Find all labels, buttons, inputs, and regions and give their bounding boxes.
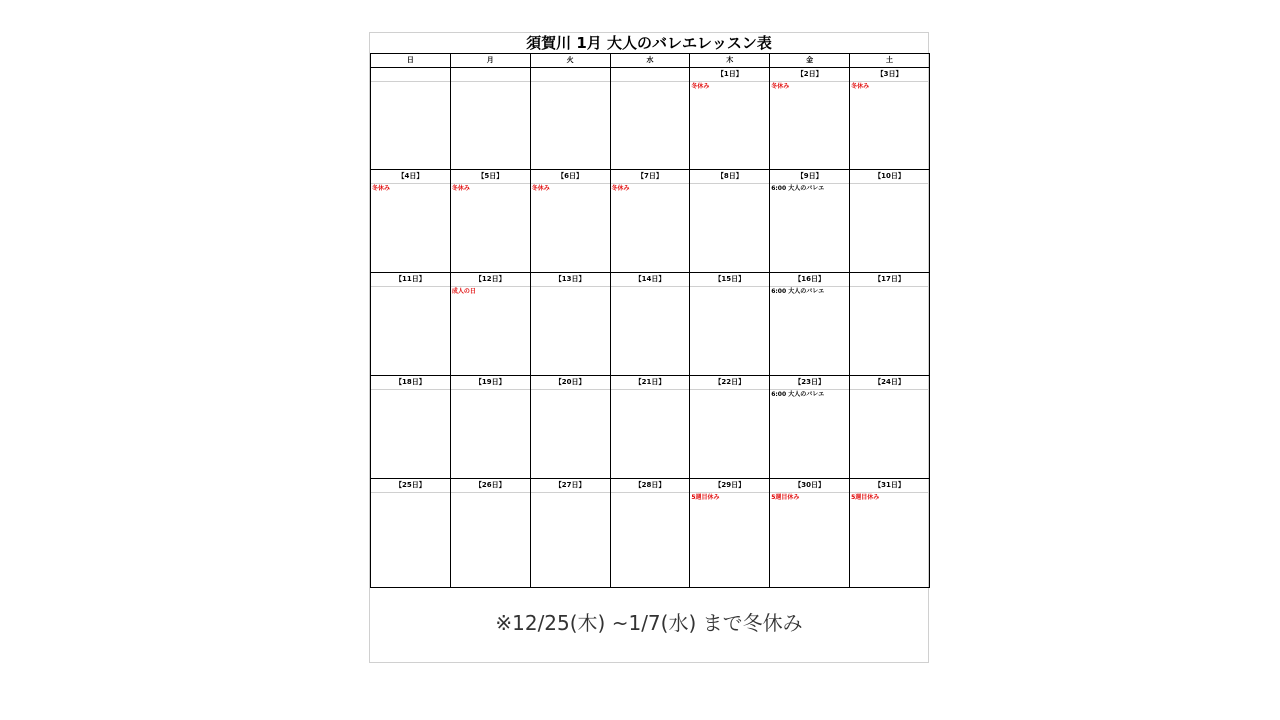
day-number: 【11日】: [371, 273, 450, 287]
day-content: [531, 287, 610, 375]
day-number: 【23日】: [770, 376, 849, 390]
day-content: [371, 82, 450, 169]
holiday-note: 5週目休み: [771, 494, 800, 501]
day-number: [531, 68, 610, 82]
weekday-thu: 木: [690, 54, 770, 68]
calendar-day-cell: [450, 479, 530, 588]
calendar-day-cell: [770, 273, 850, 376]
day-number: 【7日】: [611, 170, 690, 184]
day-content: [531, 390, 610, 478]
day-content: [770, 390, 849, 478]
calendar-day-cell: [450, 273, 530, 376]
day-content: [371, 287, 450, 375]
calendar-day-cell: [371, 376, 451, 479]
calendar-day-cell: [690, 68, 770, 170]
calendar-day-cell: [371, 170, 451, 273]
holiday-note: 5週目休み: [691, 494, 720, 501]
day-content: [770, 287, 849, 375]
calendar-day-cell: [850, 68, 930, 170]
lesson-note: 6:00 大人のバレエ: [771, 288, 825, 295]
day-number: 【1日】: [690, 68, 769, 82]
day-content: [531, 82, 610, 169]
day-number: [371, 68, 450, 82]
day-content: [690, 184, 769, 272]
weekday-fri: 金: [770, 54, 850, 68]
holiday-note: 冬休み: [611, 185, 630, 192]
day-content: [690, 390, 769, 478]
day-content: [611, 287, 690, 375]
day-content: [451, 287, 530, 375]
day-content: [770, 82, 849, 169]
calendar-day-cell: [450, 68, 530, 170]
day-number: 【24日】: [850, 376, 929, 390]
calendar-day-cell: [530, 479, 610, 588]
day-number: 【18日】: [371, 376, 450, 390]
lesson-note: 6:00 大人のバレエ: [771, 185, 825, 192]
day-number: 【22日】: [690, 376, 769, 390]
weekday-tue: 火: [530, 54, 610, 68]
day-number: 【12日】: [451, 273, 530, 287]
day-content: [850, 390, 929, 478]
day-content: [690, 82, 769, 169]
day-content: [770, 493, 849, 587]
day-number: 【30日】: [770, 479, 849, 493]
day-number: 【4日】: [371, 170, 450, 184]
day-content: [531, 184, 610, 272]
holiday-note: 冬休み: [691, 83, 710, 90]
day-content: [611, 493, 690, 587]
weekday-sat: 土: [850, 54, 930, 68]
day-number: 【8日】: [690, 170, 769, 184]
calendar-day-cell: [371, 273, 451, 376]
day-content: [611, 82, 690, 169]
winter-break-note: ※12/25(木) ~1/7(水) まで冬休み: [495, 611, 803, 635]
calendar-week-row: [371, 68, 930, 170]
day-content: [690, 287, 769, 375]
calendar-day-cell: [770, 479, 850, 588]
calendar-day-cell: [530, 68, 610, 170]
calendar-day-cell: [690, 273, 770, 376]
calendar-sheet: [369, 32, 929, 663]
day-content: [611, 184, 690, 272]
day-content: [850, 184, 929, 272]
calendar-week-row: [371, 170, 930, 273]
day-number: 【3日】: [850, 68, 929, 82]
day-content: [451, 390, 530, 478]
day-number: 【16日】: [770, 273, 849, 287]
day-content: [451, 184, 530, 272]
calendar-day-cell: [450, 376, 530, 479]
calendar-day-cell: [770, 68, 850, 170]
calendar-day-cell: [530, 170, 610, 273]
day-number: 【25日】: [371, 479, 450, 493]
day-number: 【26日】: [451, 479, 530, 493]
day-number: 【6日】: [531, 170, 610, 184]
day-number: 【29日】: [690, 479, 769, 493]
day-number: [611, 68, 690, 82]
day-number: 【31日】: [850, 479, 929, 493]
day-content: [371, 184, 450, 272]
calendar-day-cell: [530, 376, 610, 479]
day-number: 【28日】: [611, 479, 690, 493]
day-content: [770, 184, 849, 272]
calendar-day-cell: [610, 479, 690, 588]
calendar-week-row: [371, 479, 930, 588]
holiday-note: 5週目休み: [851, 494, 880, 501]
calendar-day-cell: [770, 170, 850, 273]
calendar-day-cell: [371, 479, 451, 588]
weekday-header-row: [371, 54, 930, 68]
day-content: [451, 493, 530, 587]
calendar-day-cell: [850, 170, 930, 273]
calendar-day-cell: [850, 376, 930, 479]
day-number: 【14日】: [611, 273, 690, 287]
day-number: 【2日】: [770, 68, 849, 82]
calendar-day-cell: [770, 376, 850, 479]
calendar-day-cell: [690, 376, 770, 479]
day-number: 【5日】: [451, 170, 530, 184]
day-number: 【27日】: [531, 479, 610, 493]
lesson-note: 6:00 大人のバレエ: [771, 391, 825, 398]
holiday-note: 冬休み: [531, 185, 550, 192]
day-content: [451, 82, 530, 169]
day-number: 【17日】: [850, 273, 929, 287]
calendar-day-cell: [610, 68, 690, 170]
weekday-sun: 日: [371, 54, 451, 68]
day-content: [611, 390, 690, 478]
day-number: 【15日】: [690, 273, 769, 287]
weekday-wed: 水: [610, 54, 690, 68]
day-content: [531, 493, 610, 587]
holiday-note: 冬休み: [771, 83, 790, 90]
calendar-day-cell: [690, 170, 770, 273]
calendar-day-cell: [850, 273, 930, 376]
calendar-title: 須賀川 1月 大人のバレエレッスン表: [526, 34, 772, 52]
day-number: 【19日】: [451, 376, 530, 390]
holiday-note: 冬休み: [451, 185, 470, 192]
day-content: [850, 82, 929, 169]
calendar-day-cell: [610, 273, 690, 376]
day-content: [371, 493, 450, 587]
calendar-day-cell: [850, 479, 930, 588]
weekday-mon: 月: [450, 54, 530, 68]
calendar-grid: [370, 53, 930, 588]
day-content: [850, 287, 929, 375]
calendar-day-cell: [690, 479, 770, 588]
holiday-note: 成人の日: [451, 288, 476, 295]
calendar-weeks: [371, 68, 930, 588]
day-content: [690, 493, 769, 587]
calendar-week-row: [371, 376, 930, 479]
day-number: 【9日】: [770, 170, 849, 184]
calendar-day-cell: [371, 68, 451, 170]
day-content: [371, 390, 450, 478]
day-number: 【21日】: [611, 376, 690, 390]
holiday-note: 冬休み: [851, 83, 870, 90]
calendar-week-row: [371, 273, 930, 376]
day-content: [850, 493, 929, 587]
calendar-day-cell: [450, 170, 530, 273]
day-number: 【13日】: [531, 273, 610, 287]
holiday-note: 冬休み: [372, 185, 391, 192]
calendar-day-cell: [610, 376, 690, 479]
calendar-day-cell: [530, 273, 610, 376]
day-number: [451, 68, 530, 82]
day-number: 【20日】: [531, 376, 610, 390]
calendar-day-cell: [610, 170, 690, 273]
day-number: 【10日】: [850, 170, 929, 184]
